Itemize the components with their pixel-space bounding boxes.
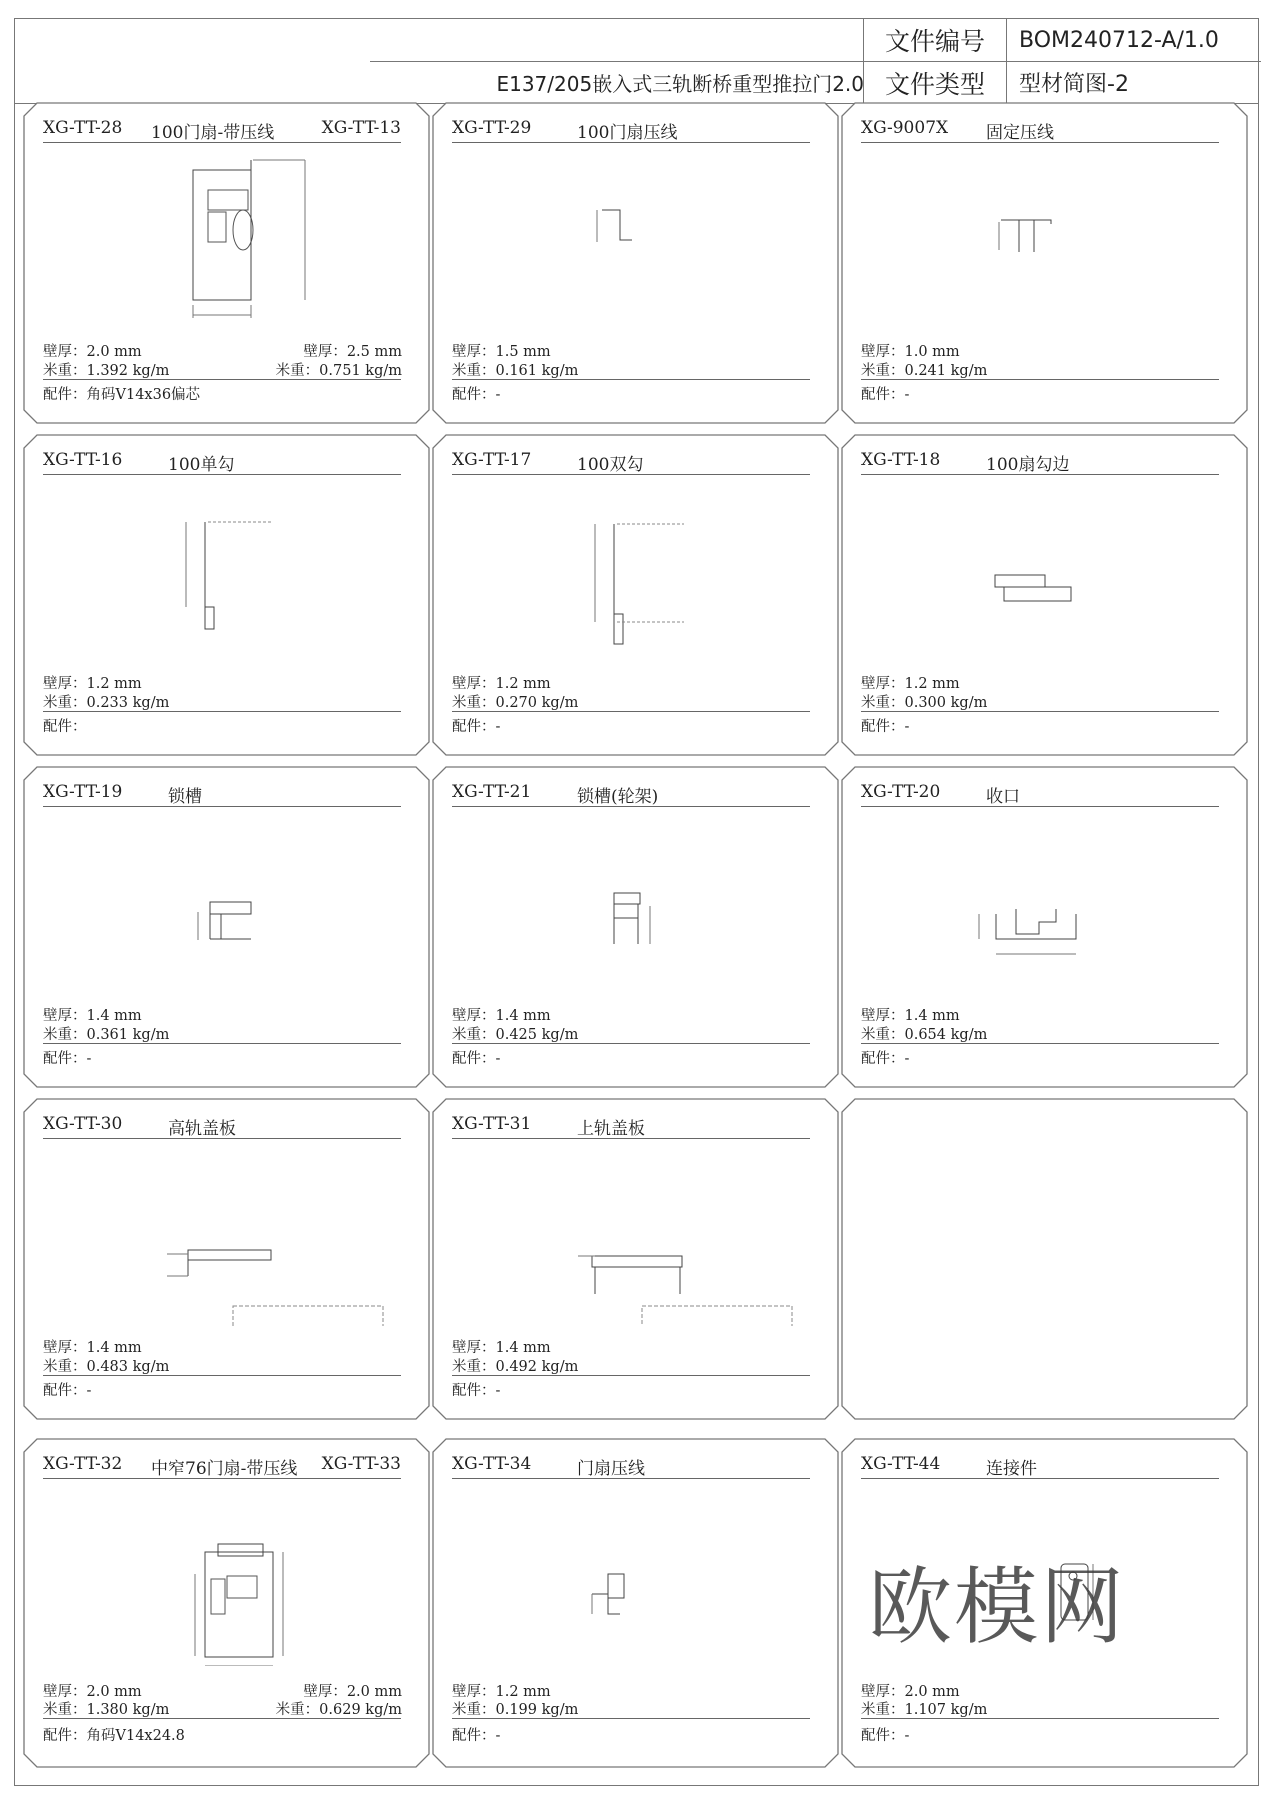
wall-thickness: 壁厚：1.4 mm — [452, 1008, 551, 1024]
profile-name: 锁槽(轮架) — [577, 787, 659, 807]
profile-card — [841, 102, 1248, 424]
profile-card-empty — [841, 1098, 1248, 1420]
profile-section-drawing — [43, 1146, 401, 1326]
profile-code: XG-TT-34 — [452, 1454, 532, 1474]
wall-thickness: 壁厚：1.5 mm — [452, 344, 551, 360]
divider — [452, 711, 810, 712]
profile-section-drawing — [452, 1486, 810, 1666]
accessories: 配件：- — [452, 1728, 501, 1744]
profile-card — [841, 434, 1248, 756]
profile-section-drawing — [43, 1486, 401, 1666]
wall-thickness: 壁厚：1.4 mm — [43, 1008, 142, 1024]
card-header — [452, 778, 810, 807]
profile-code: XG-TT-30 — [43, 1114, 123, 1134]
accessories: 配件：- — [861, 1051, 910, 1067]
meter-weight: 米重：0.270 kg/m — [452, 695, 579, 711]
watermark-logo: 欧模网 — [868, 1558, 1127, 1656]
doc-type-value: 型材简图-2 — [1019, 72, 1129, 97]
accessories: 配件：角码V14x24.8 — [43, 1728, 185, 1744]
profile-code: XG-TT-18 — [861, 450, 941, 470]
profile-section-drawing — [452, 814, 810, 994]
meter-weight: 米重：0.425 kg/m — [452, 1027, 579, 1043]
profile-section-drawing — [452, 482, 810, 662]
divider — [861, 1718, 1219, 1719]
meter-weight-secondary: 米重：0.751 kg/m — [275, 363, 402, 379]
meter-weight: 米重：1.392 kg/m — [43, 363, 170, 379]
meter-weight: 米重：0.241 kg/m — [861, 363, 988, 379]
profile-name: 门扇压线 — [577, 1459, 645, 1479]
profile-name: 上轨盖板 — [577, 1119, 645, 1139]
profile-name: 中窄76门扇-带压线 — [151, 1459, 298, 1479]
profile-name: 100单勾 — [168, 455, 235, 475]
profile-name: 100门扇压线 — [577, 123, 678, 143]
wall-thickness: 壁厚：2.0 mm — [43, 344, 142, 360]
wall-thickness-secondary: 壁厚：2.0 mm — [303, 1684, 402, 1700]
card-header — [861, 114, 1219, 143]
meter-weight: 米重：1.107 kg/m — [861, 1702, 988, 1718]
wall-thickness: 壁厚：2.0 mm — [43, 1684, 142, 1700]
title-block-grid — [863, 19, 1261, 103]
divider — [452, 1375, 810, 1376]
accessories: 配件：- — [43, 1051, 92, 1067]
card-header — [43, 1450, 401, 1479]
profile-code: XG-TT-17 — [452, 450, 532, 470]
meter-weight-secondary: 米重：0.629 kg/m — [275, 1702, 402, 1718]
meter-weight: 米重：0.483 kg/m — [43, 1359, 170, 1375]
divider — [452, 1718, 810, 1719]
card-header — [861, 446, 1219, 475]
doc-type-label: 文件类型 — [864, 62, 1007, 103]
divider — [43, 379, 401, 380]
divider — [43, 1718, 401, 1719]
wall-thickness: 壁厚：1.0 mm — [861, 344, 960, 360]
profile-card — [432, 1438, 839, 1768]
profile-card — [23, 1438, 430, 1768]
wall-thickness: 壁厚：1.2 mm — [452, 676, 551, 692]
wall-thickness: 壁厚：1.4 mm — [452, 1340, 551, 1356]
doc-type-row — [864, 61, 1261, 103]
meter-weight: 米重：0.199 kg/m — [452, 1702, 579, 1718]
accessories: 配件： — [43, 719, 87, 735]
meter-weight: 米重：0.654 kg/m — [861, 1027, 988, 1043]
divider — [452, 379, 810, 380]
card-header — [452, 1110, 810, 1139]
card-header — [43, 778, 401, 807]
profile-code: XG-TT-20 — [861, 782, 941, 802]
profile-code: XG-TT-31 — [452, 1114, 532, 1134]
profile-name: 100双勾 — [577, 455, 644, 475]
accessories: 配件：- — [861, 1728, 910, 1744]
profile-card — [23, 1098, 430, 1420]
profile-card — [841, 766, 1248, 1088]
profile-card — [23, 766, 430, 1088]
profile-code: XG-TT-44 — [861, 1454, 941, 1474]
accessories: 配件：- — [861, 387, 910, 403]
meter-weight: 米重：0.492 kg/m — [452, 1359, 579, 1375]
profile-section-drawing — [452, 1146, 810, 1326]
profile-name: 100扇勾边 — [986, 455, 1070, 475]
accessories: 配件：- — [861, 719, 910, 735]
profile-code: XG-TT-21 — [452, 782, 532, 802]
meter-weight: 米重：1.380 kg/m — [43, 1702, 170, 1718]
profile-name: 连接件 — [986, 1459, 1037, 1479]
profile-code: XG-9007X — [861, 118, 949, 138]
profile-section-drawing — [861, 150, 1219, 330]
divider — [861, 1043, 1219, 1044]
card-header — [43, 1110, 401, 1139]
divider — [452, 1043, 810, 1044]
card-header — [43, 114, 401, 143]
profile-section-drawing — [43, 150, 401, 330]
card-frame — [841, 1098, 1248, 1420]
meter-weight: 米重：0.161 kg/m — [452, 363, 579, 379]
meter-weight: 米重：0.361 kg/m — [43, 1027, 170, 1043]
wall-thickness-secondary: 壁厚：2.5 mm — [303, 344, 402, 360]
card-header — [861, 1450, 1219, 1479]
profile-section-drawing — [43, 482, 401, 662]
wall-thickness: 壁厚：1.2 mm — [861, 676, 960, 692]
divider — [43, 1375, 401, 1376]
accessories: 配件：角码V14x36偏芯 — [43, 387, 201, 403]
wall-thickness: 壁厚：1.4 mm — [861, 1008, 960, 1024]
accessories: 配件：- — [452, 719, 501, 735]
profile-name: 高轨盖板 — [168, 1119, 236, 1139]
profile-card — [23, 434, 430, 756]
profile-name: 固定压线 — [986, 123, 1054, 143]
doc-number-value: BOM240712-A/1.0 — [1019, 27, 1219, 53]
meter-weight: 米重：0.300 kg/m — [861, 695, 988, 711]
profile-code-secondary: XG-TT-13 — [321, 118, 401, 138]
profile-section-drawing — [861, 814, 1219, 994]
divider — [43, 1043, 401, 1044]
profile-card — [432, 1098, 839, 1420]
document-title: E137/205嵌入式三轨断桥重型推拉门2.0 — [370, 61, 878, 103]
doc-number-label: 文件编号 — [864, 19, 1007, 61]
profile-code: XG-TT-16 — [43, 450, 123, 470]
profile-code: XG-TT-29 — [452, 118, 532, 138]
profile-section-drawing — [861, 482, 1219, 662]
profile-code-secondary: XG-TT-33 — [321, 1454, 401, 1474]
accessories: 配件：- — [452, 1051, 501, 1067]
card-header — [452, 114, 810, 143]
profile-code: XG-TT-28 — [43, 118, 123, 138]
profile-section-drawing — [43, 814, 401, 994]
wall-thickness: 壁厚：2.0 mm — [861, 1684, 960, 1700]
profile-card — [23, 102, 430, 424]
profile-name: 锁槽 — [168, 787, 202, 807]
divider — [861, 379, 1219, 380]
accessories: 配件：- — [43, 1383, 92, 1399]
profile-card — [432, 434, 839, 756]
accessories: 配件：- — [452, 1383, 501, 1399]
title-block — [15, 19, 1258, 104]
profile-code: XG-TT-19 — [43, 782, 123, 802]
profile-name: 收口 — [986, 787, 1020, 807]
divider — [43, 711, 401, 712]
divider — [861, 711, 1219, 712]
card-header — [43, 446, 401, 475]
profile-card — [432, 766, 839, 1088]
meter-weight: 米重：0.233 kg/m — [43, 695, 170, 711]
doc-number-row — [864, 19, 1261, 61]
card-header — [452, 1450, 810, 1479]
profile-section-drawing — [452, 150, 810, 330]
wall-thickness: 壁厚：1.4 mm — [43, 1340, 142, 1356]
wall-thickness: 壁厚：1.2 mm — [452, 1684, 551, 1700]
accessories: 配件：- — [452, 387, 501, 403]
profile-name: 100门扇-带压线 — [151, 123, 275, 143]
card-header — [861, 778, 1219, 807]
profile-code: XG-TT-32 — [43, 1454, 123, 1474]
wall-thickness: 壁厚：1.2 mm — [43, 676, 142, 692]
profile-card — [432, 102, 839, 424]
card-header — [452, 446, 810, 475]
